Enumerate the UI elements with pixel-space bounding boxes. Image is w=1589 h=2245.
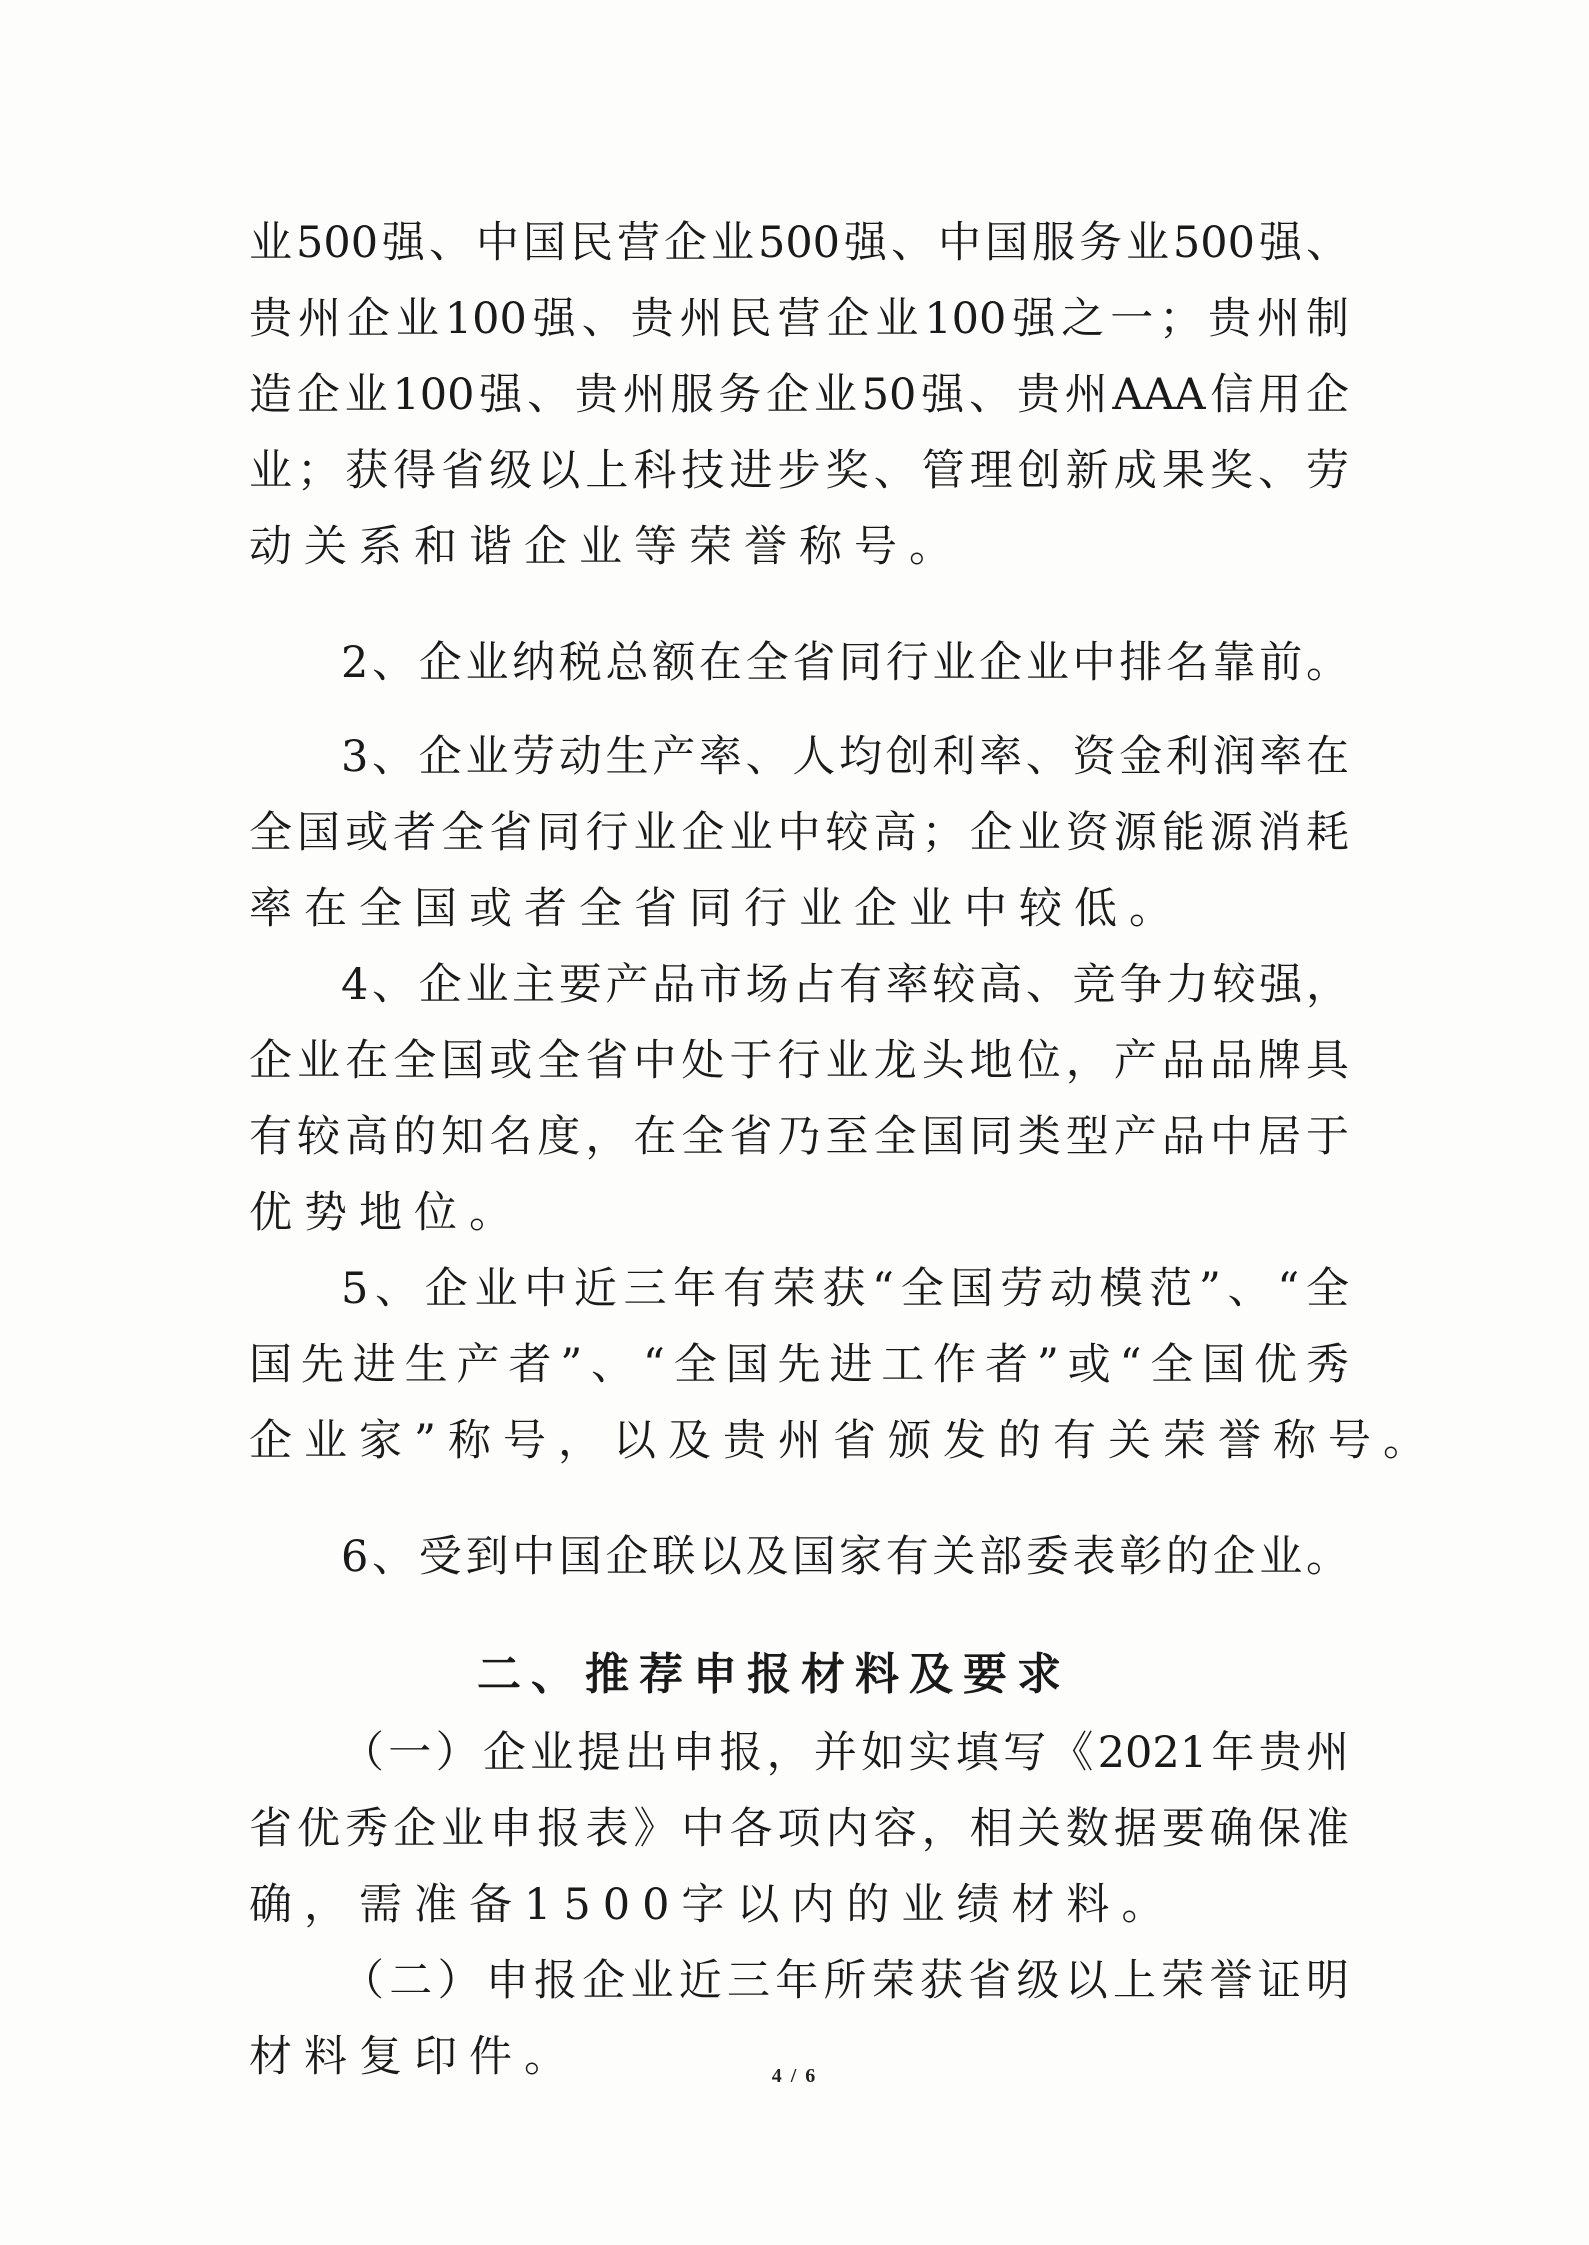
text-line: 优势地位。 xyxy=(249,1188,524,1238)
text-line: 业；获得省级以上科技进步奖、管理创新成果奖、劳 xyxy=(249,446,1349,496)
paragraph-criteria-2 xyxy=(249,625,1349,701)
paragraph-criteria-1-continued xyxy=(249,205,1349,585)
text-line: 国先进生产者”、“全国先进工作者”或“全国优秀 xyxy=(249,1340,1349,1390)
text-line: 动关系和谐企业等荣誉称号。 xyxy=(249,522,964,572)
paragraph-requirement-1 xyxy=(249,1715,1349,1943)
text-line: 4、企业主要产品市场占有率较高、竞争力较强， xyxy=(341,960,1349,1010)
text-line: 企业在全国或全省中处于行业龙头地位，产品品牌具 xyxy=(249,1036,1349,1086)
paragraph-criteria-3 xyxy=(249,719,1349,947)
text-line: 材料复印件。 xyxy=(249,2032,579,2082)
text-line: 确，需准备1500字以内的业绩材料。 xyxy=(249,1880,1177,1930)
text-line: 3、企业劳动生产率、人均创利率、资金利润率在 xyxy=(341,732,1349,782)
section-heading: 二、推荐申报材料及要求 xyxy=(477,1649,1071,1700)
paragraph-criteria-4 xyxy=(249,947,1349,1251)
text-line: 造企业100强、贵州服务企业50强、贵州AAA信用企 xyxy=(249,370,1349,420)
paragraph-spacer xyxy=(249,1595,1349,1635)
text-line: 业500强、中国民营企业500强、中国服务业500强、 xyxy=(249,218,1349,268)
paragraph-criteria-6 xyxy=(249,1519,1349,1595)
text-line: 5、企业中近三年有荣获“全国劳动模范”、“全 xyxy=(341,1264,1349,1314)
text-line: 全国或者全省同行业企业中较高；企业资源能源消耗 xyxy=(249,808,1349,858)
document-body xyxy=(249,205,1438,2095)
text-line: 6、受到中国企联以及国家有关部委表彰的企业。 xyxy=(341,1532,1349,1582)
text-line: 率在全国或者全省同行业企业中较低。 xyxy=(249,884,1184,934)
text-line: （二）申报企业近三年所荣获省级以上荣誉证明 xyxy=(341,1956,1349,2006)
text-line: （一）企业提出申报，并如实填写《2021年贵州 xyxy=(341,1728,1349,1778)
paragraph-spacer xyxy=(249,585,1349,625)
text-line: 省优秀企业申报表》中各项内容，相关数据要确保准 xyxy=(249,1804,1349,1854)
paragraph-spacer xyxy=(249,701,1349,719)
text-line: 贵州企业100强、贵州民营企业100强之一；贵州制 xyxy=(249,294,1349,344)
text-line: 有较高的知名度，在全省乃至全国同类型产品中居于 xyxy=(249,1112,1349,1162)
text-line: 2、企业纳税总额在全省同行业企业中排名靠前。 xyxy=(341,638,1349,688)
page-number: 4 / 6 xyxy=(771,2065,818,2087)
paragraph-criteria-5 xyxy=(249,1251,1438,1479)
paragraph-spacer xyxy=(249,1479,1349,1519)
text-line: 企业家”称号，以及贵州省颁发的有关荣誉称号。 xyxy=(249,1416,1438,1466)
